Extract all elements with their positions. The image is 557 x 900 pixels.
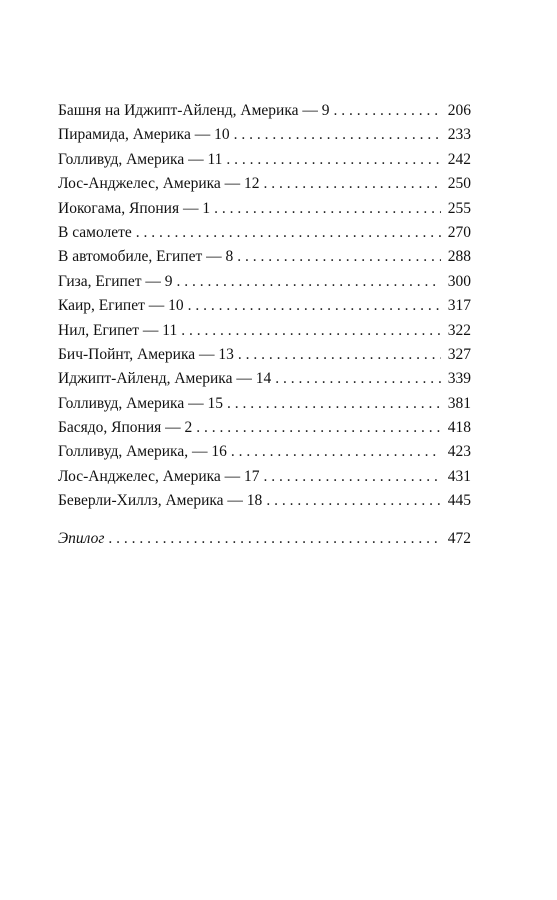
toc-entry-page: 300	[447, 272, 471, 290]
toc-entry-title: Беверли-Хиллз, Америка — 18	[58, 492, 263, 510]
toc-leader-dots	[108, 527, 441, 551]
toc-entry-page: 255	[447, 199, 471, 217]
toc-entry-page: 381	[447, 394, 471, 412]
toc-leader-dots	[181, 319, 441, 343]
toc-entry	[58, 245, 471, 269]
toc-leader-dots	[214, 197, 441, 221]
toc-entry	[58, 343, 471, 367]
toc-entry-page: 270	[447, 223, 471, 241]
toc-leader-dots	[227, 392, 441, 416]
toc-entry	[58, 319, 471, 343]
toc-leader-dots	[136, 221, 441, 245]
toc-leader-dots	[275, 367, 441, 391]
toc-epilogue-page: 472	[447, 529, 471, 547]
toc-entry	[58, 440, 471, 464]
toc-entry-page: 445	[447, 492, 471, 510]
toc-leader-dots	[238, 343, 441, 367]
toc-leader-dots	[334, 99, 441, 123]
toc-entry-title: Лос-Анджелес, Америка — 17	[58, 467, 260, 485]
toc-entry-title: Иокогама, Япония — 1	[58, 199, 211, 217]
toc-entry	[58, 99, 471, 123]
toc-entry-title: Башня на Иджипт-Айленд, Америка — 9	[58, 102, 330, 119]
toc-entry-title: Голливуд, Америка, — 16	[58, 443, 227, 461]
toc-entry-title: Голливуд, Америка — 15	[58, 394, 223, 412]
toc-leader-dots	[237, 245, 441, 269]
toc-entry-title: Бич-Пойнт, Америка — 13	[58, 345, 234, 363]
toc-leader-dots	[231, 440, 441, 464]
toc-entry	[58, 270, 471, 294]
toc-entry-page: 322	[447, 321, 471, 339]
toc-entry-page: 233	[447, 126, 471, 144]
toc-entry	[58, 392, 471, 416]
toc-entry-page: 242	[447, 150, 471, 168]
toc-entry-title: В автомобиле, Египет — 8	[58, 248, 234, 266]
toc-entry-page: 250	[447, 175, 471, 193]
toc-leader-dots	[226, 148, 441, 172]
toc-entry-title: Пирамида, Америка — 10	[58, 126, 230, 144]
toc-entry-page: 327	[447, 345, 471, 363]
toc-leader-dots	[266, 489, 441, 513]
toc-entry	[58, 489, 471, 513]
toc-leader-dots	[234, 123, 441, 147]
toc-entry	[58, 367, 471, 391]
toc-entry-title: Иджипт-Айленд, Америка — 14	[58, 370, 272, 388]
table-of-contents	[58, 99, 471, 551]
toc-entry	[58, 416, 471, 440]
toc-entry	[58, 465, 471, 489]
toc-entry-page: 206	[447, 102, 471, 119]
toc-entry-title: Гиза, Египет — 9	[58, 272, 173, 290]
toc-entry	[58, 172, 471, 196]
toc-leader-dots	[188, 294, 441, 318]
toc-entry-page: 418	[447, 419, 471, 437]
toc-entry-page: 431	[447, 467, 471, 485]
toc-entry	[58, 294, 471, 318]
toc-epilogue-title: Эпилог	[58, 529, 105, 547]
toc-entry	[58, 221, 471, 245]
toc-entry-page: 423	[447, 443, 471, 461]
toc-leader-dots	[196, 416, 441, 440]
toc-entry	[58, 197, 471, 221]
toc-entry	[58, 123, 471, 147]
toc-epilogue-entry	[58, 527, 471, 551]
toc-entry-page: 288	[447, 248, 471, 266]
toc-entry-title: Каир, Египет — 10	[58, 297, 184, 315]
toc-entry	[58, 148, 471, 172]
toc-leader-dots	[264, 465, 441, 489]
toc-leader-dots	[177, 270, 442, 294]
toc-entry-page: 317	[447, 297, 471, 315]
toc-entry-title: В самолете	[58, 223, 132, 241]
toc-entry-page: 339	[447, 370, 471, 388]
toc-entry-title: Басядо, Япония — 2	[58, 419, 193, 437]
toc-leader-dots	[264, 172, 441, 196]
toc-entry-title: Нил, Египет — 11	[58, 321, 178, 339]
toc-entry-title: Голливуд, Америка — 11	[58, 150, 223, 168]
toc-entry-title: Лос-Анджелес, Америка — 12	[58, 175, 260, 193]
